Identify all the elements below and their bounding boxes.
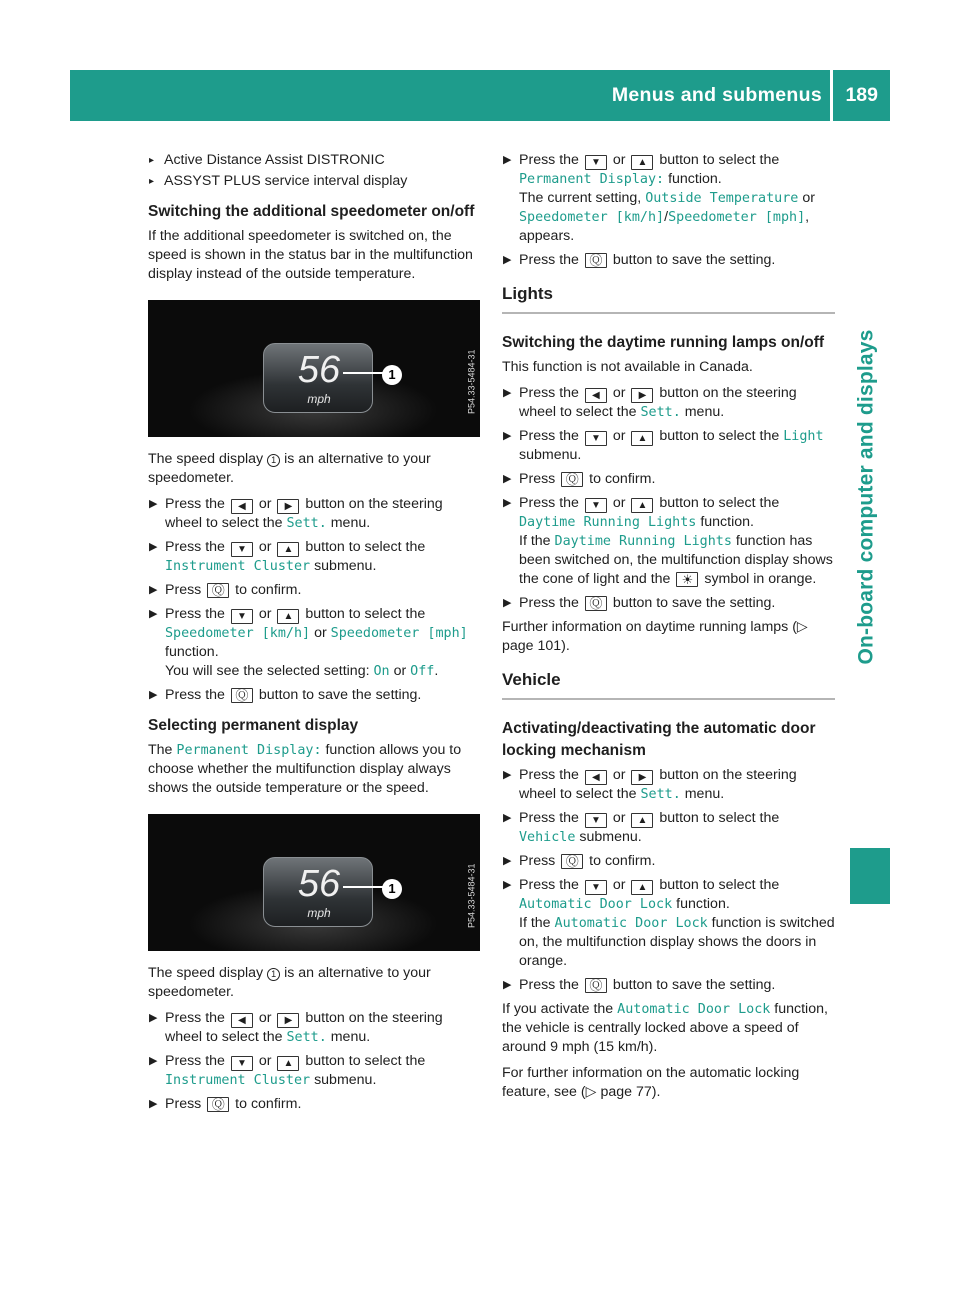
menu-term: Vehicle (519, 830, 576, 845)
down-arrow-key-icon: ▼ (585, 431, 607, 446)
side-tab-label: On-board computer and displays (854, 329, 878, 665)
list-item: ▸ ASSYST PLUS service interval display (148, 172, 482, 191)
instruction-step: ▶ Press the ◀ or ▶ button on the steering wheel to select the Sett. menu. (148, 495, 482, 533)
instruction-step: ▶ Press the Ⓠ button to save the setting. (148, 686, 482, 705)
speed-unit: mph (307, 906, 331, 920)
speed-display-figure (148, 814, 480, 951)
menu-term: Sett. (640, 405, 681, 420)
left-column (148, 151, 482, 1119)
menu-term: On (373, 664, 390, 679)
instruction-step: ▶ Press Ⓠ to confirm. (148, 581, 482, 600)
section-heading: Selecting permanent display (148, 717, 359, 734)
up-arrow-key-icon: ▲ (277, 609, 299, 624)
instruction-step: ▶ Press the ▼ or ▲ button to select the Instrument Cluster submenu. (148, 538, 482, 576)
speed-unit: mph (307, 392, 331, 406)
paragraph: The Permanent Display: function allows you to choose whether the multifunction display always shows the outside temperature or the speed. (148, 742, 462, 796)
menu-term: Sett. (286, 1030, 327, 1045)
instruction-step: ▶ Press the Ⓠ button to save the setting. (502, 976, 835, 995)
side-tab-block (850, 848, 890, 904)
section-heading: Switching the additional speedometer on/off (148, 203, 475, 220)
right-arrow-key-icon: ▶ (277, 1013, 299, 1028)
down-arrow-key-icon: ▼ (585, 813, 607, 828)
callout-icon: 1 (267, 454, 280, 467)
figure-caption: The speed display 1 is an alternative to your speedometer. (148, 451, 431, 486)
instruction-step: ▶ Press the ◀ or ▶ button on the steering wheel to select the Sett. menu. (502, 384, 835, 422)
speed-display-figure (148, 300, 480, 437)
menu-term: Sett. (640, 787, 681, 802)
ok-key-icon: Ⓠ (561, 854, 583, 869)
up-arrow-key-icon: ▲ (631, 431, 653, 446)
daytime-light-icon: ☀ (676, 572, 698, 587)
right-arrow-key-icon: ▶ (631, 770, 653, 785)
instruction-step: ▶ Press the Ⓠ button to save the setting. (502, 594, 835, 613)
speed-value: 56 (297, 349, 341, 391)
callout-marker: 1 (382, 365, 402, 385)
figure-code: P54.33-5484-31 (466, 348, 477, 414)
ok-key-icon: Ⓠ (231, 688, 253, 703)
up-arrow-key-icon: ▲ (631, 880, 653, 895)
menu-term: Automatic Door Lock (519, 897, 673, 912)
menu-term: Speedometer [mph] (668, 210, 806, 225)
section-heading: Lights (502, 282, 835, 314)
page-header (70, 70, 890, 121)
menu-term: Automatic Door Lock (554, 916, 708, 931)
instruction-step: ▶ Press the ◀ or ▶ button on the steering wheel to select the Sett. menu. (148, 1009, 482, 1047)
menu-term: Permanent Display: (519, 172, 665, 187)
left-arrow-key-icon: ◀ (585, 388, 607, 403)
right-arrow-key-icon: ▶ (631, 388, 653, 403)
down-arrow-key-icon: ▼ (231, 1056, 253, 1071)
page-number: 189 (845, 84, 878, 106)
instruction-step: ▶ Press the ▼ or ▲ button to select the Speedometer [km/h] or Speedometer [mph] function. You will see the selected setting: On or Off. (148, 605, 482, 681)
instruction-step: ▶ Press the ▼ or ▲ button to select the Permanent Display: function. The current setting, Outside Temperature or Speedometer [km/h]/Speedometer [mph], appears. (502, 151, 835, 246)
ok-key-icon: Ⓠ (585, 978, 607, 993)
left-arrow-key-icon: ◀ (585, 770, 607, 785)
left-arrow-key-icon: ◀ (231, 499, 253, 514)
menu-term: Permanent Display: (176, 743, 322, 758)
instruction-step: ▶ Press the ◀ or ▶ button on the steering wheel to select the Sett. menu. (502, 766, 835, 804)
menu-term: Speedometer [km/h] (165, 626, 311, 641)
menu-term: Instrument Cluster (165, 1073, 311, 1088)
paragraph: Further information on daytime running lamps (▷ page 101). (502, 619, 808, 654)
callout-marker: 1 (382, 879, 402, 899)
down-arrow-key-icon: ▼ (231, 542, 253, 557)
left-arrow-key-icon: ◀ (231, 1013, 253, 1028)
speed-value: 56 (297, 863, 341, 905)
figure-caption: The speed display 1 is an alternative to your speedometer. (148, 965, 431, 1000)
right-arrow-key-icon: ▶ (277, 499, 299, 514)
menu-term: Sett. (286, 516, 327, 531)
menu-term: Automatic Door Lock (617, 1002, 771, 1017)
menu-term: Instrument Cluster (165, 559, 311, 574)
instruction-step: ▶ Press the ▼ or ▲ button to select the Daytime Running Lights function. If the Daytime Running Lights function has been switched on, the multifunction display shows the cone of light and the ☀ symbol in orange. (502, 494, 835, 589)
list-item: ▸ Active Distance Assist DISTRONIC (148, 151, 482, 170)
paragraph: For further information on the automatic locking feature, see (▷ page 77). (502, 1065, 800, 1100)
speed-panel (263, 343, 373, 413)
figure-code: P54.33-5484-31 (466, 862, 477, 928)
ok-key-icon: Ⓠ (207, 583, 229, 598)
section-heading: Vehicle (502, 668, 835, 700)
paragraph: If the additional speedometer is switched on, the speed is shown in the status bar in the multifunction display instead of the outside temperature. (148, 228, 473, 282)
up-arrow-key-icon: ▲ (277, 1056, 299, 1071)
header-divider (830, 70, 833, 121)
instruction-step: ▶ Press the ▼ or ▲ button to select the Light submenu. (502, 427, 835, 465)
instruction-step: ▶ Press the Ⓠ button to save the setting. (502, 251, 835, 270)
menu-term: Light (783, 429, 824, 444)
callout-icon: 1 (267, 968, 280, 981)
speed-panel (263, 857, 373, 927)
instruction-step: ▶ Press Ⓠ to confirm. (148, 1095, 482, 1114)
ok-key-icon: Ⓠ (585, 596, 607, 611)
up-arrow-key-icon: ▲ (631, 498, 653, 513)
up-arrow-key-icon: ▲ (631, 813, 653, 828)
down-arrow-key-icon: ▼ (585, 498, 607, 513)
down-arrow-key-icon: ▼ (585, 155, 607, 170)
paragraph: This function is not available in Canada. (502, 359, 753, 375)
side-tab (846, 178, 886, 816)
ok-key-icon: Ⓠ (561, 472, 583, 487)
down-arrow-key-icon: ▼ (585, 880, 607, 895)
menu-term: Speedometer [mph] (330, 626, 468, 641)
up-arrow-key-icon: ▲ (631, 155, 653, 170)
instruction-step: ▶ Press the ▼ or ▲ button to select the Automatic Door Lock function. If the Automatic Door Lock function is switched on, the multifunction display shows the doors in orange. (502, 876, 835, 971)
down-arrow-key-icon: ▼ (231, 609, 253, 624)
subsection-heading: Activating/deactivating the automatic door locking mechanism (502, 720, 816, 759)
chapter-title: Menus and submenus (611, 84, 822, 106)
up-arrow-key-icon: ▲ (277, 542, 299, 557)
ok-key-icon: Ⓠ (585, 253, 607, 268)
menu-term: Speedometer [km/h] (519, 210, 665, 225)
right-column (502, 151, 835, 1109)
instruction-step: ▶ Press Ⓠ to confirm. (502, 470, 835, 489)
instruction-step: ▶ Press Ⓠ to confirm. (502, 852, 835, 871)
subsection-heading: Switching the daytime running lamps on/off (502, 334, 825, 351)
instruction-step: ▶ Press the ▼ or ▲ button to select the Instrument Cluster submenu. (148, 1052, 482, 1090)
menu-term: Off (410, 664, 435, 679)
ok-key-icon: Ⓠ (207, 1097, 229, 1112)
menu-term: Daytime Running Lights (554, 534, 732, 549)
menu-term: Daytime Running Lights (519, 515, 697, 530)
paragraph: If you activate the Automatic Door Lock function, the vehicle is centrally locked above a speed of around 9 mph (15 km/h). (502, 1001, 828, 1055)
instruction-step: ▶ Press the ▼ or ▲ button to select the Vehicle submenu. (502, 809, 835, 847)
menu-term: Outside Temperature (645, 191, 799, 206)
